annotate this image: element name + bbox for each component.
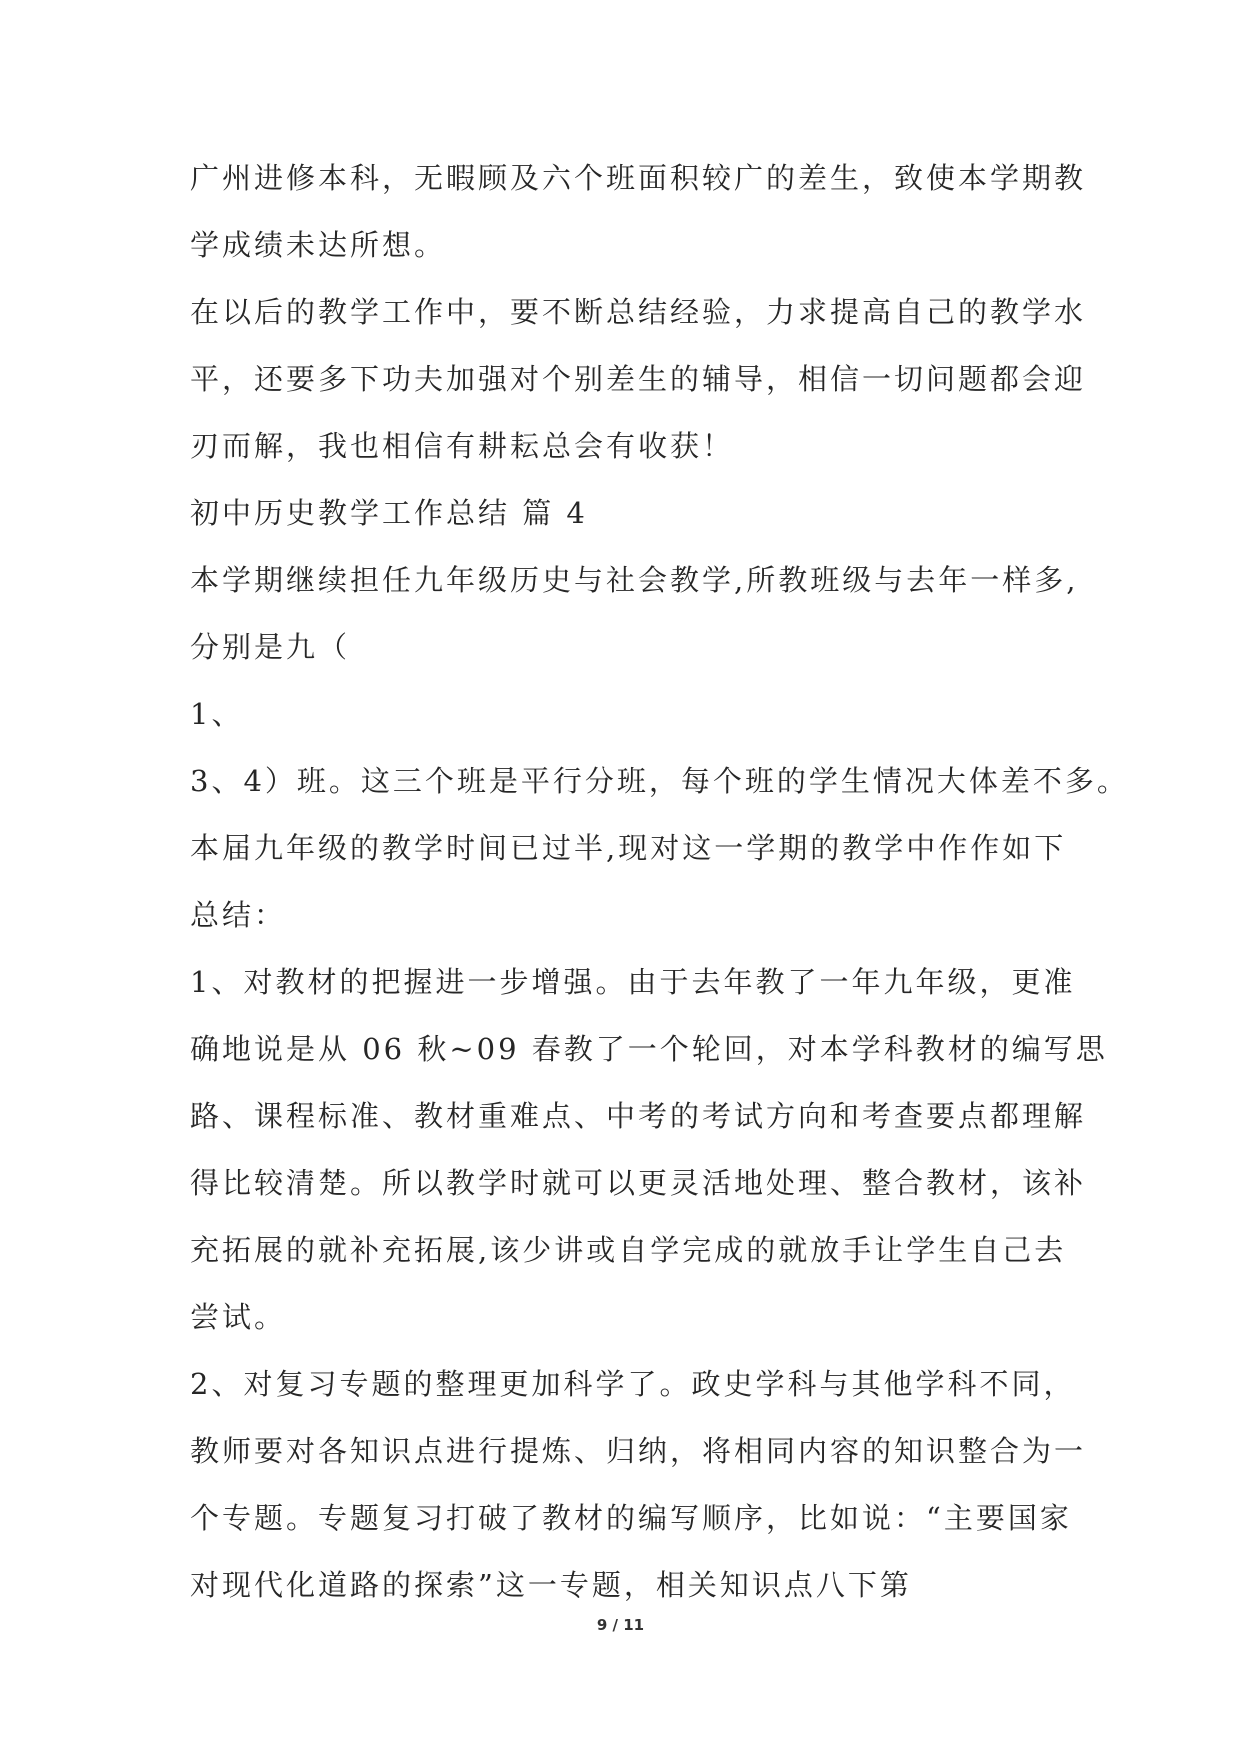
text-line: 本届九年级的教学时间已过半,现对这一学期的教学中作作如下: [190, 831, 1067, 865]
text-line: 在以后的教学工作中，要不断总结经验，力求提高自己的教学水: [190, 295, 1087, 329]
text-line: 学成绩未达所想。: [190, 228, 447, 262]
text-line: 刃而解，我也相信有耕耘总会有收获！: [190, 429, 735, 463]
section-heading: 初中历史教学工作总结 篇 4: [190, 496, 588, 530]
text-line: 本学期继续担任九年级历史与社会教学,所教班级与去年一样多,: [190, 563, 1079, 597]
text-line: 教师要对各知识点进行提炼、归纳，将相同内容的知识整合为一: [190, 1434, 1087, 1468]
text-line: 平，还要多下功夫加强对个别差生的辅导，相信一切问题都会迎: [190, 362, 1087, 396]
text-line: 尝试。: [190, 1300, 287, 1334]
text-line: 路、课程标准、教材重难点、中考的考试方向和考查要点都理解: [190, 1099, 1087, 1133]
text-line: 分别是九（: [190, 630, 351, 664]
text-line: 个专题。专题复习打破了教材的编写顺序，比如说：“主要国家: [190, 1501, 1072, 1535]
text-line: 充拓展的就补充拓展,该少讲或自学完成的就放手让学生自己去: [190, 1233, 1067, 1267]
text-line: 1、: [190, 697, 244, 731]
text-line: 1、对教材的把握进一步增强。由于去年教了一年九年级，更准: [190, 965, 1076, 999]
document-body: [190, 158, 1129, 1632]
text-line: 确地说是从 06 秋~09 春教了一个轮回，对本学科教材的编写思: [190, 1032, 1108, 1066]
text-line: 得比较清楚。所以教学时就可以更灵活地处理、整合教材，该补: [190, 1166, 1087, 1200]
text-line: 广州进修本科，无暇顾及六个班面积较广的差生，致使本学期教: [190, 161, 1087, 195]
text-line: 总结：: [190, 898, 287, 932]
text-line: 对现代化道路的探索”这一专题，相关知识点八下第: [190, 1568, 912, 1602]
text-line: 2、对复习专题的整理更加科学了。政史学科与其他学科不同，: [190, 1367, 1076, 1401]
page-number: 9 / 11: [596, 1616, 645, 1634]
text-line: 3、4）班。这三个班是平行分班，每个班的学生情况大体差不多。: [190, 764, 1129, 798]
